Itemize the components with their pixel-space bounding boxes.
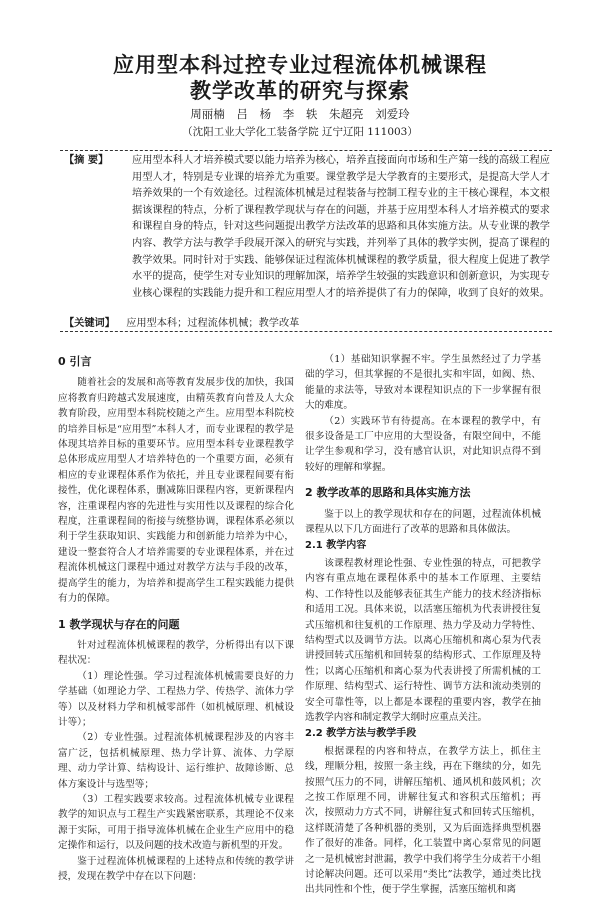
keywords — [64, 314, 299, 329]
paragraph: （3）工程实践要求较高。过程流体机械专业课程教学的知识点与工程生产实践紧密联系，其理论不仅来源于实际，可用于指导流体机械在企业生产应用中的稳定操作和运行，以及问题的技术改造与新机型的开发。 — [58, 793, 294, 852]
paragraph: 随着社会的发展和高等教育发展步伐的加快，我国应将教育归跨越式发展速度，由精英教育向普及人大众教育阶段，应用型本科院校随之产生。应用型本科院校的培养目标是“应用型”本科人才，而专业课程的教学是体现其培养目标的重要环节。应用型本科专业课程教学总体形成应用型人才培养特色的一个重要方面，必须有相应的专业课程体系作为依托，并且专业课程间要有衔接性，优化课程体系，删减陈旧课程内容，更新课程内容，注重课程内容的先进性与实用性以及课程的综合化程度，注重课程间的衔接与统整协调，课程体系必须以利于学生获取知识、实践能力和创新能力培养为中心，建设一整套符合人才培养需要的专业课程体系，并在过程流体机械这门课程中通过对教学方法与手段的改革，提高学生的能力，为培养和提高学生工程实践能力提供有力的保障。 — [58, 377, 294, 605]
abstract-text: 应用型本科人才培养模式要以能力培养为核心，培养直接面向市场和生产第一线的高级工程应用型人才，特别是专业课的培养尤为重要。课堂教学是大学教育的主要形式，是提高大学人才培养效果的一个有效途径。过程流体机械是过程装备与控制工程专业的主干核心课程，本文根据该课程的特点，分析了课程教学现状与存在的问题，并基于应用型本科人才培养模式的要求和课程自身的特点，针对这些问题提出教学方法改革的思路和具体实施方法。从专业课的教学内容、教学方法与教学手段展开深入的研究与实践，并列举了具体的教学实例，提高了课程的教学效果。同时针对于实践、能够保证过程流体机械课程的教学质量，很大程度上促进了教学水平的提高，使学生对专业知识的理解加深，培养学生较强的实践意识和创新意识，为实现专业核心课程的实践能力提升和工程应用型人才的培养提供了有力的保障，收到了良好的效果。 — [132, 155, 550, 299]
paragraph: （1）理论性强。学习过程流体机械需要良好的力学基础（如理论力学、工程热力学、传热学、流体力学等）以及材料力学和机械零部件（如机械原理、机械设计等）； — [58, 670, 294, 728]
subsection-heading-content: 2.1 教学内容 — [305, 540, 367, 552]
abstract-label: 【摘 要】 — [64, 155, 109, 166]
section-heading-status: 1 教学现状与存在的问题 — [58, 617, 180, 631]
left-column — [58, 352, 294, 882]
section-heading-reform: 2 教学改革的思路和具体实施方法 — [305, 486, 471, 500]
paragraph: （2）实践环节有待提高。在本课程的教学中，有很多设备是工厂中应用的大型设备，有限空间中，不能让学生参观和学习，没有感官认识，对此知识点得不到较好的理解和掌握。 — [305, 415, 541, 473]
abstract-top-rule — [60, 150, 552, 151]
keywords-text: 应用型本科；过程流体机械；教学改革 — [126, 318, 300, 329]
paragraph: 根据课程的内容和特点，在教学方法上，抓住主线，理顺分粗，按照一条主线，再在下继续的分，如先按照气压力的不同，讲解压缩机、通风机和鼓风机；次之按工作原理不同，讲解往复式和容积式压缩机；再次，按照动力方式不同，讲解往复式和回转式压缩机，这样既清楚了各种机器的类别，又为后面选择典型机器作了很好的准备。同样，化工装置中离心泵常见的问题之一是机械密封泄漏，教学中我们将学生分成若干小组讨论解决问题。还可以采用“类比”法教学，通过类比找出共同性和个性，便于学生掌握，活塞压缩机和离 — [305, 745, 541, 896]
paragraph: （1）基础知识掌握不牢。学生虽然经过了力学基础的学习，但其掌握的不是很扎实和牢固，如阀、热、能量的求法等，导致对本课程知识点的下一步掌握有很大的难度。 — [305, 354, 541, 412]
right-column — [305, 352, 541, 896]
affiliation: （沈阳工业大学化工装备学院 辽宁辽阳 111003） — [182, 126, 418, 138]
abstract — [64, 153, 550, 302]
abstract-bottom-rule — [60, 331, 552, 332]
keywords-label: 【关键词】 — [64, 318, 115, 329]
subsection-heading-methods: 2.2 教学方法与教学手段 — [305, 728, 417, 740]
authors: 周丽楠 吕 杨 李 轶 朱超亮 刘爱玲 — [190, 107, 410, 121]
paragraph: 鉴于以上的教学现状和存在的问题，过程流体机械课程从以下几方面进行了改革的思路和具体做法。 — [305, 508, 541, 536]
paragraph: 鉴于过程流体机械课程的上述特点和传统的教学讲授，发现在教学中存在以下问题： — [58, 855, 294, 882]
title-line-2: 教学改革的研究与探索 — [190, 79, 410, 103]
paragraph: （2）专业性强。过程流体机械课程涉及的内容丰富广泛，包括机械原理、热力学计算、流体、力学原理、动力学计算、结构设计、运行维护、故障诊断、总体方案设计与选型等； — [58, 732, 294, 790]
title-line-1: 应用型本科过控专业过程流体机械课程 — [113, 53, 487, 77]
paragraph: 针对过程流体机械课程的教学，分析得出有以下课程状况： — [58, 639, 294, 667]
section-heading-intro: 0 引言 — [58, 355, 92, 368]
paragraph: 该课程教材理论性强、专业性强的特点，可把教学内容有重点地在课程体系中的基本工作原理、主要结构、工作特性以及能够表征其生产能力的技术经济指标和适用工况。具体来说，以活塞压缩机为代表讲授往复式压缩机和往复机的工作原理、热力学及动力学特性、结构型式以及调节方法。以离心压缩机和离心泵为代表讲授回转式压缩机和回转泵的结构形式、工作原理及特性；以离心压缩机和离心泵为代表讲授了所需机械的工作原理、结构型式、运行特性、调节方法和流动类别的安全可靠性等，以上都是本课程的重要内容，教学在抽选教学内容和制定教学大纲时应重点关注。 — [305, 557, 541, 723]
